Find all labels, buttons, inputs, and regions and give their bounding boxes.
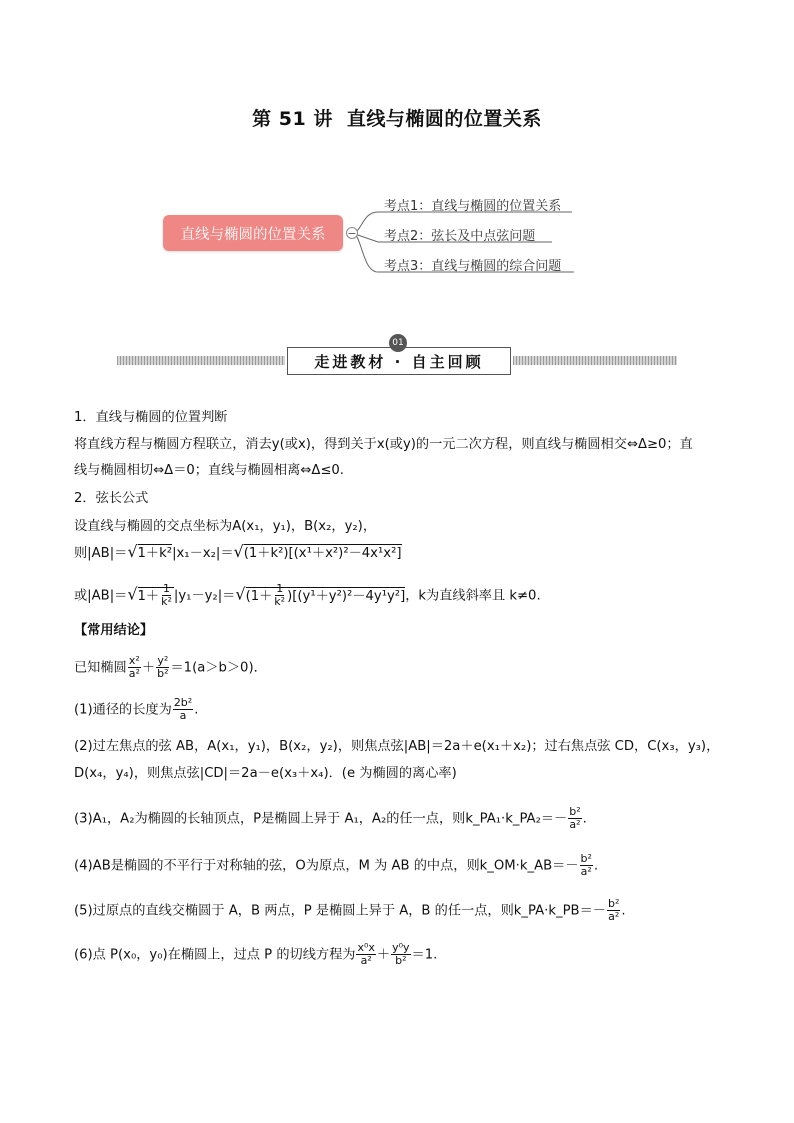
- section-title: 走进教材 · 自主回顾: [287, 347, 511, 375]
- banner-stripe-right: [513, 356, 677, 365]
- conclusion-6: (6)点 P(x₀，y₀)在椭圆上，过点 P 的切线方程为 $\frac{\text{x⁰x}}{\text{a²}}$ ＋ $\frac{\text{y⁰y}}{\text{b²}}$ ＝1.: [74, 941, 438, 967]
- lecture-topic: 直线与椭圆的位置关系: [346, 108, 542, 130]
- section-banner: [117, 332, 677, 378]
- section-2-heading: 2．弦长公式: [74, 491, 149, 506]
- mindmap-node-2[interactable]: 考点2：弦长及中点弦问题: [384, 229, 536, 244]
- conclusion-2-line1: (2)过左焦点的弦 AB，A(x₁，y₁)，B(x₂，y₂)，则焦点弦|AB|＝2a＋e(x₁＋x₂)；过右焦点弦 CD，C(x₃，y₃)，: [74, 739, 720, 754]
- section-2-text-line1: 设直线与椭圆的交点坐标为A(x₁，y₁)，B(x₂，y₂)，: [74, 519, 377, 534]
- section-number-badge: 01: [389, 334, 407, 352]
- chord-length-formula-y: 或|AB|＝√1＋ $\frac{1}{\text{k²}}$ |y₁－y₂|＝√(1＋ $\frac{1}{\text{k²}}$ )[(y¹＋y²)²－4y¹y²]，k为直线斜率且 k≠0.: [74, 582, 541, 608]
- section-1-text-line1: 将直线方程与椭圆方程联立，消去y(或x)，得到关于x(或y)的一元二次方程，则直线与椭圆相交⇔Δ≥0；直: [74, 437, 693, 452]
- chord-length-formula-x: 则|AB|＝√1＋k²|x₁－x₂|＝√(1＋k²)[(x¹＋x²)²－4x¹x²]: [74, 542, 402, 561]
- conclusion-2-line2: D(x₄，y₄)，则焦点弦|CD|＝2a－e(x₃＋x₄)．(e 为椭圆的离心率): [74, 766, 457, 781]
- section-1-heading: 1．直线与椭圆的位置判断: [74, 410, 228, 425]
- ellipse-equation: 已知椭圆 $\frac{\text{x²}}{\text{a²}}$ ＋ $\frac{\text{y²}}{\text{b²}}$ ＝1(a＞b＞0)．: [74, 654, 267, 680]
- mindmap-node-1[interactable]: 考点1：直线与椭圆的位置关系: [384, 199, 562, 214]
- common-conclusions-heading: 【常用结论】: [74, 623, 154, 638]
- conclusion-3: (3)A₁，A₂为椭圆的长轴顶点，P是椭圆上异于 A₁，A₂的任一点，则k_PA₁·k_PA₂＝－ $\frac{\text{b²}}{\text{a²}}$ .: [74, 805, 587, 831]
- lecture-number: 第 51 讲: [252, 108, 333, 130]
- mindmap-node-3[interactable]: 考点3：直线与椭圆的综合问题: [384, 259, 562, 274]
- section-1-text-line2: 线与椭圆相切⇔Δ＝0；直线与椭圆相离⇔Δ≤0.: [74, 463, 344, 478]
- mindmap-root[interactable]: 直线与椭圆的位置关系: [163, 215, 343, 251]
- banner-stripe-left: [117, 356, 285, 365]
- conclusion-5: (5)过原点的直线交椭圆于 A，B 两点，P 是椭圆上异于 A，B 的任一点，则k_PA·k_PB＝－ $\frac{\text{b²}}{\text{a²}}$ .: [74, 897, 626, 923]
- conclusion-4: (4)AB是椭圆的不平行于对称轴的弦，O为原点，M 为 AB 的中点，则k_OM·k_AB＝－ $\frac{\text{b²}}{\text{a²}}$ .: [74, 852, 599, 878]
- collapse-icon[interactable]: −: [347, 227, 357, 240]
- conclusion-1: (1)通径的长度为 $\frac{\text{2b²}}{a}$ .: [74, 696, 199, 722]
